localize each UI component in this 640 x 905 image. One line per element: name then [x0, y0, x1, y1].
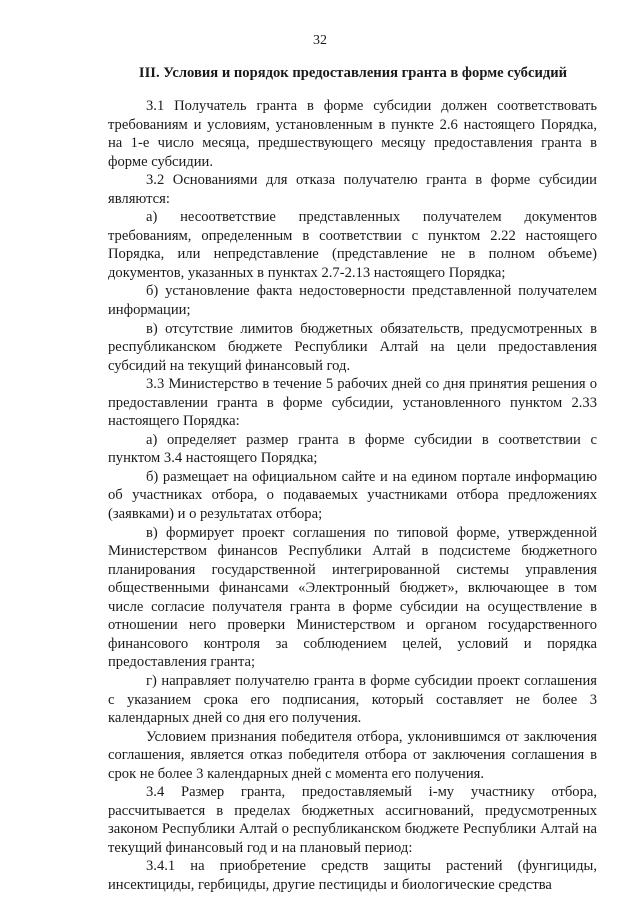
document-body [108, 97, 597, 895]
paragraph-3-4-1: 3.4.1 на приобретение средств защиты растений (фунгициды, инсектициды, гербициды, другие пестициды и биологические средства [108, 858, 597, 893]
paragraph-3-3-v: в) формирует проект соглашения по типовой форме, утвержденной Министерством финансов Республики Алтай в подсистеме бюджетного планирования государственной интегрированной системы управления общественными финансами «Электронный бюджет», включающее в том числе согласие получателя гранта в форме субсидии на осуществление в отношении него проверки Министерством и органом государственного финансового контроля за соблюдением целей, условий и порядка предоставления гранта; [108, 524, 597, 671]
paragraph-winner-condition: Условием признания победителя отбора, уклонившимся от заключения соглашения, является отказ победителя отбора от заключения соглашения в срок не более 3 календарных дней с момента его получения. [108, 728, 597, 782]
paragraph-3-4: 3.4 Размер гранта, предоставляемый i-му участнику отбора, рассчитывается в пределах бюджетных ассигнований, предусмотренных законом Республики Алтай о республиканском бюджете Республики Алтай на текущий финансовый год и на плановый период: [108, 784, 597, 856]
section-title: III. Условия и порядок предоставления гранта в форме субсидий [138, 65, 568, 81]
paragraph-3-2: 3.2 Основаниями для отказа получателю гранта в форме субсидии являются: [108, 172, 597, 207]
paragraph-3-2-v: в) отсутствие лимитов бюджетных обязательств, предусмотренных в республиканском бюджете Республики Алтай на цели предоставления субсидий на текущий финансовый год. [108, 320, 597, 374]
paragraph-3-3: 3.3 Министерство в течение 5 рабочих дней со дня принятия решения о предоставлении гранта в форме субсидии, установленного пунктом 2.33 настоящего Порядка: [108, 376, 597, 430]
paragraph-3-3-b: б) размещает на официальном сайте и на едином портале информацию об участниках отбора, о подаваемых участниками отбора предложениях (заявками) и о результатах отбора; [108, 468, 597, 523]
paragraph-3-2-a: а) несоответствие представленных получателем документов требованиям, определенным в соответствии с пунктом 2.22 настоящего Порядка, или непредставление (представление не в полном объеме) документов, указанных в пунктах 2.7-2.13 настоящего Порядка; [108, 209, 597, 281]
paragraph-3-3-g: г) направляет получателю гранта в форме субсидии проект соглашения с указанием срока его подписания, который составляет не более 3 календарных дней со дня его получения. [108, 672, 597, 727]
page-number: 32 [313, 33, 327, 48]
paragraph-3-2-b: б) установление факта недостоверности представленной получателем информации; [108, 283, 597, 319]
paragraph-3-1: 3.1 Получатель гранта в форме субсидии должен соответствовать требованиям и условиям, установленным в пункте 2.6 настоящего Порядка, на 1-е число месяца, предшествующего месяцу предоставления гранта в форме субсидии. [108, 98, 597, 170]
paragraph-3-3-a: а) определяет размер гранта в форме субсидии в соответствии с пунктом 3.4 настоящего Порядка; [108, 431, 597, 467]
